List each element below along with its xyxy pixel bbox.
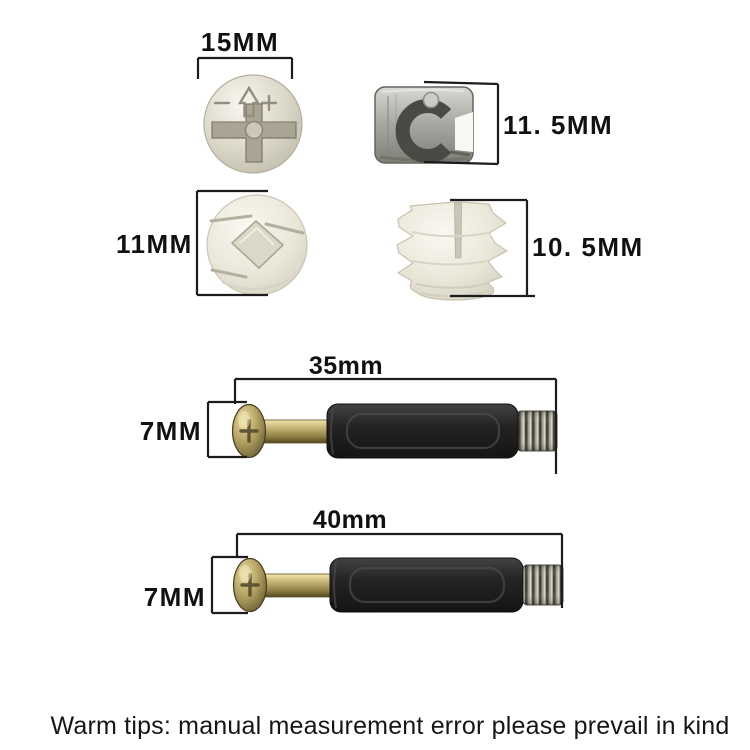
warm-tips-note: Warm tips: manual measurement error please prevail in kind bbox=[50, 712, 730, 740]
cam-disc-photo bbox=[204, 75, 302, 173]
cam-housing-photo bbox=[375, 87, 473, 163]
dim-label-expansion-nut-10-5mm: 10. 5MM bbox=[532, 232, 644, 262]
round-nut-photo bbox=[207, 195, 307, 295]
dim-label-disc-15mm: 15MM bbox=[200, 27, 280, 57]
length-label-dowel-40mm: 40mm bbox=[312, 506, 388, 534]
length-label-dowel-35mm: 35mm bbox=[308, 352, 384, 380]
diameter-label-dowel-40: 7MM bbox=[143, 582, 206, 612]
dowel-bolt-40-photo bbox=[234, 558, 564, 612]
dim-label-round-nut-11mm: 11MM bbox=[116, 229, 193, 259]
expansion-nut-photo bbox=[397, 202, 507, 300]
dowel-bolt-35-photo bbox=[233, 404, 558, 458]
dim-label-housing-11-5mm: 11. 5MM bbox=[503, 110, 614, 140]
diameter-label-dowel-35: 7MM bbox=[139, 416, 202, 446]
